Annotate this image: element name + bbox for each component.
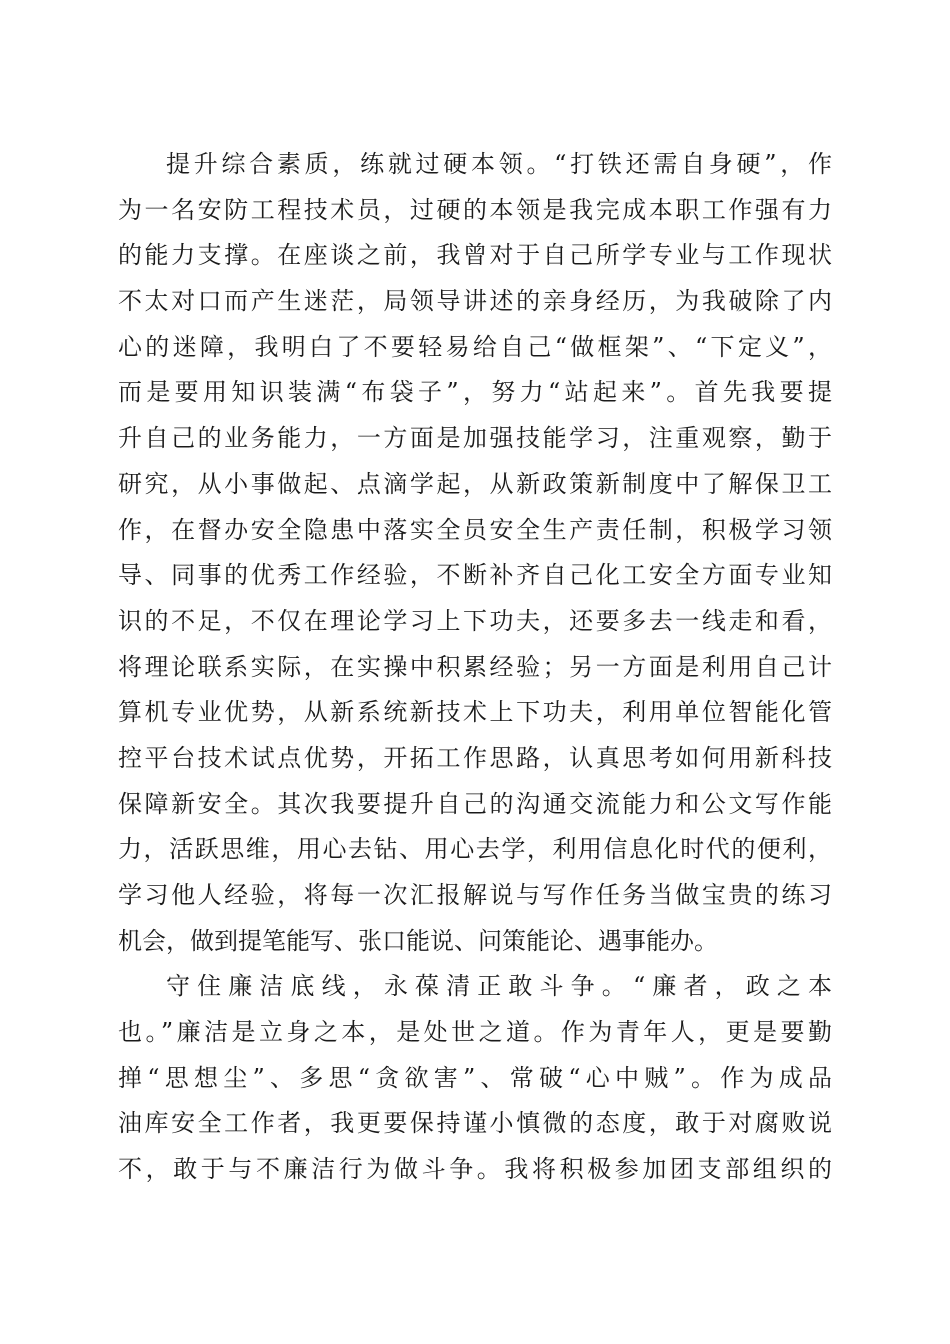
document-page [118, 142, 832, 1193]
text-line: 提升综合素质，练就过硬本领。“打铁还需自身硬”，作 [166, 150, 832, 178]
text-line: 算机专业优势，从新系统新技术上下功夫，利用单位智能化管 [118, 698, 832, 727]
text-line: 识的不足，不仅在理论学习上下功夫，还要多去一线走和看， [118, 606, 832, 635]
text-line: 学习他人经验，将每一次汇报解说与写作任务当做宝贵的练习 [118, 881, 832, 909]
text-line: 将理论联系实际，在实操中积累经验；另一方面是利用自己计 [118, 652, 832, 681]
paragraph-2 [118, 964, 832, 1192]
paragraph-1 [118, 142, 832, 964]
text-line: 升自己的业务能力，一方面是加强技能学习，注重观察，勤于 [118, 424, 832, 453]
text-line: 作，在督办安全隐患中落实全员安全生产责任制，积极学习领 [118, 515, 832, 544]
text-line: 导、同事的优秀工作经验，不断补齐自己化工安全方面专业知 [118, 561, 832, 590]
text-line: 力，活跃思维，用心去钻、用心去学，利用信息化时代的便利， [118, 835, 832, 864]
text-line: 机会，做到提笔能写、张口能说、问策能论、遇事能办。 [118, 926, 718, 955]
text-line: 油库安全工作者，我更要保持谨小慎微的态度，敢于对腐败说 [118, 1109, 832, 1138]
text-line: 不，敢于与不廉洁行为做斗争。我将积极参加团支部组织的 [118, 1155, 832, 1184]
text-line: 掸“思想尘”、多思“贪欲害”、常破“心中贼”。作为成品 [118, 1063, 832, 1092]
text-line: 也。”廉洁是立身之本，是处世之道。作为青年人，更是要勤 [118, 1018, 832, 1047]
text-line: 控平台技术试点优势，开拓工作思路，认真思考如何用新科技 [118, 743, 832, 772]
text-line: 为一名安防工程技术员，过硬的本领是我完成本职工作强有力 [118, 195, 832, 224]
text-line: 研究，从小事做起、点滴学起，从新政策新制度中了解保卫工 [118, 469, 832, 498]
text-line: 保障新安全。其次我要提升自己的沟通交流能力和公文写作能 [118, 789, 832, 818]
text-line: 而是要用知识装满“布袋子”，努力“站起来”。首先我要提 [118, 378, 832, 407]
text-line: 心的迷障，我明白了不要轻易给自己“做框架”、“下定义”， [118, 332, 832, 361]
text-line: 的能力支撑。在座谈之前，我曾对于自己所学专业与工作现状 [118, 241, 832, 270]
text-line: 不太对口而产生迷茫，局领导讲述的亲身经历，为我破除了内 [118, 287, 832, 316]
text-line: 守住廉洁底线，永葆清正敢斗争。“廉者，政之本 [166, 972, 832, 1001]
